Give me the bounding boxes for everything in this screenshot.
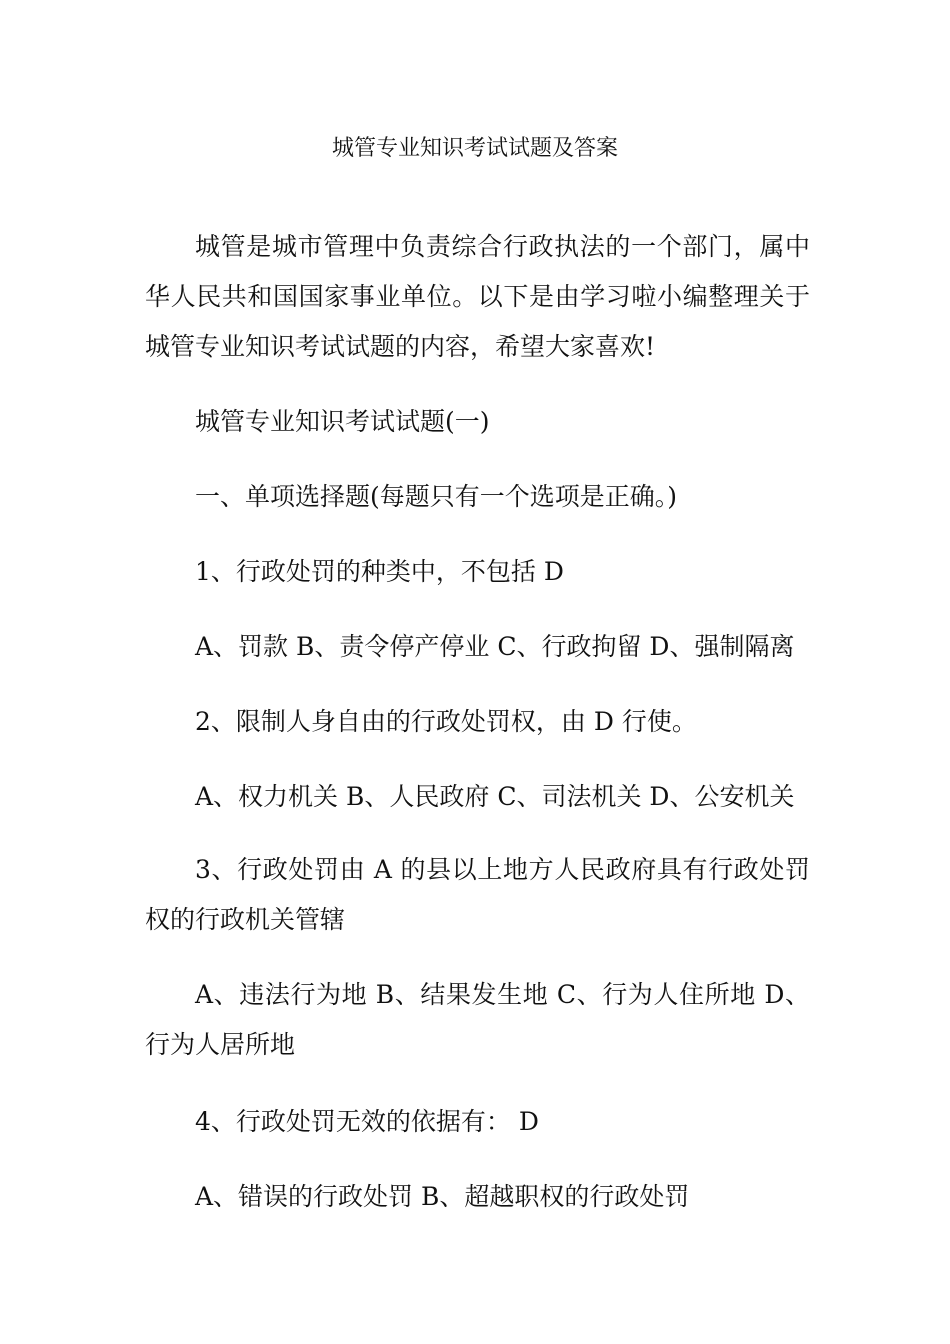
question-4: 4、行政处罚无效的依据有： D	[195, 1107, 539, 1136]
section-heading: 城管专业知识考试试题(一)	[195, 407, 490, 436]
part-heading: 一、单项选择题(每题只有一个选项是正确。)	[195, 482, 678, 511]
question-2: 2、限制人身自由的行政处罚权，由 D 行使。	[195, 707, 697, 736]
question-3: 3、行政处罚由 A 的县以上地方人民政府具有行政处罚权的行政机关管辖	[145, 855, 810, 934]
question-3-options: A、违法行为地 B、结果发生地 C、行为人住所地 D、行为人居所地	[145, 980, 810, 1059]
question-1: 1、行政处罚的种类中，不包括 D	[195, 557, 564, 586]
intro-paragraph: 城管是城市管理中负责综合行政执法的一个部门，属中华人民共和国国家事业单位。以下是由学习啦小编整理关于城管专业知识考试试题的内容，希望大家喜欢!	[145, 232, 810, 361]
question-4-options: A、错误的行政处罚 B、超越职权的行政处罚	[195, 1182, 690, 1211]
document-title: 城管专业知识考试试题及答案	[331, 136, 618, 161]
question-1-options: A、罚款 B、责令停产停业 C、行政拘留 D、强制隔离	[195, 632, 795, 661]
question-2-options: A、权力机关 B、人民政府 C、司法机关 D、公安机关	[195, 782, 795, 811]
